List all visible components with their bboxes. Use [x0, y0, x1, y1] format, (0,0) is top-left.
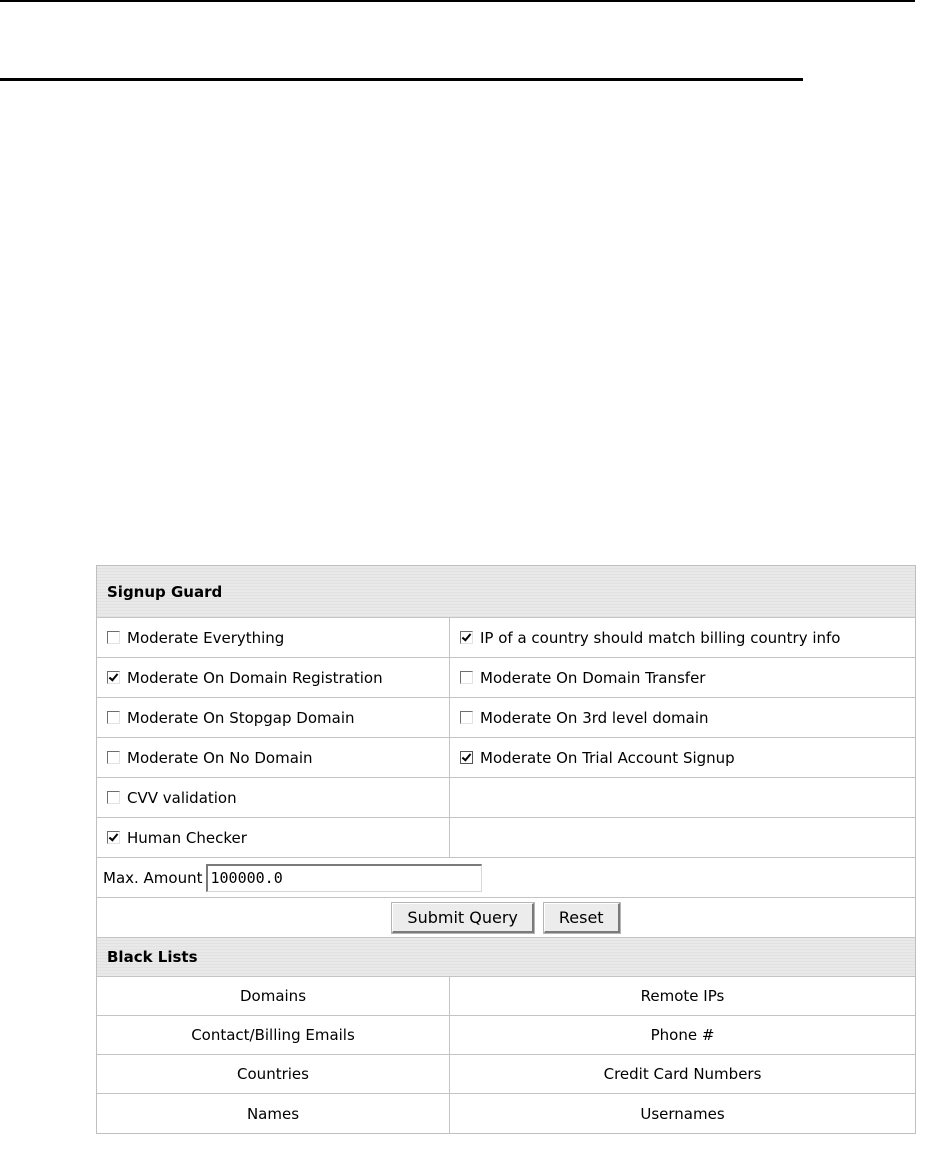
- option-human-checker[interactable]: [97, 818, 450, 857]
- option-moderate-stopgap-domain[interactable]: [97, 698, 450, 737]
- moderate-everything-label: Moderate Everything: [127, 628, 285, 647]
- black-lists-title: Black Lists: [107, 948, 198, 966]
- cvv-validation-label: CVV validation: [127, 788, 237, 807]
- moderate-3rd-level-domain-checkbox[interactable]: [460, 711, 473, 724]
- signup-guard-header: [97, 566, 915, 618]
- ip-country-match-checkbox[interactable]: [460, 631, 473, 644]
- option-moderate-domain-registration[interactable]: [97, 658, 450, 697]
- max-amount-row: [97, 858, 915, 898]
- signup-guard-panel: [96, 565, 916, 1134]
- reset-button[interactable]: Reset: [544, 903, 620, 933]
- moderate-stopgap-domain-label: Moderate On Stopgap Domain: [127, 708, 355, 727]
- cvv-validation-checkbox[interactable]: [107, 791, 120, 804]
- black-list-row: [97, 1055, 915, 1094]
- empty-cell: [450, 778, 915, 817]
- empty-cell: [450, 818, 915, 857]
- moderate-domain-transfer-checkbox[interactable]: [460, 671, 473, 684]
- form-buttons-row: [97, 898, 915, 938]
- option-ip-country-match[interactable]: [450, 618, 915, 657]
- moderate-no-domain-checkbox[interactable]: [107, 751, 120, 764]
- option-moderate-no-domain[interactable]: [97, 738, 450, 777]
- black-list-emails-link[interactable]: Contact/Billing Emails: [97, 1016, 450, 1054]
- max-amount-label: Max. Amount: [103, 868, 203, 887]
- ip-country-match-label: IP of a country should match billing country info: [480, 628, 841, 647]
- max-amount-cell: [97, 858, 915, 897]
- moderate-3rd-level-domain-label: Moderate On 3rd level domain: [480, 708, 709, 727]
- option-cvv-validation[interactable]: [97, 778, 450, 817]
- black-list-credit-cards-link[interactable]: Credit Card Numbers: [603, 1065, 762, 1083]
- option-moderate-3rd-level-domain[interactable]: [450, 698, 915, 737]
- option-moderate-trial-account[interactable]: [450, 738, 915, 777]
- max-amount-input[interactable]: [206, 864, 482, 892]
- options-row: [97, 738, 915, 778]
- option-moderate-everything[interactable]: [97, 618, 450, 657]
- human-checker-label: Human Checker: [127, 828, 247, 847]
- black-list-remote-ips-link[interactable]: Remote IPs: [640, 987, 725, 1005]
- black-list-names-link[interactable]: Names: [97, 1094, 450, 1133]
- signup-guard-title: Signup Guard: [107, 582, 223, 601]
- black-list-row: [97, 1016, 915, 1055]
- form-buttons-cell: [97, 898, 915, 937]
- header-divider: [0, 78, 803, 81]
- options-row: [97, 778, 915, 818]
- black-list-row: [97, 977, 915, 1016]
- options-row: [97, 618, 915, 658]
- moderate-trial-account-label: Moderate On Trial Account Signup: [480, 748, 735, 767]
- black-list-phone-link[interactable]: Phone #: [650, 1026, 715, 1044]
- options-row: [97, 698, 915, 738]
- option-moderate-domain-transfer[interactable]: [450, 658, 915, 697]
- human-checker-checkbox[interactable]: [107, 831, 120, 844]
- moderate-stopgap-domain-checkbox[interactable]: [107, 711, 120, 724]
- options-row: [97, 658, 915, 698]
- moderate-domain-registration-label: Moderate On Domain Registration: [127, 668, 383, 687]
- moderate-no-domain-label: Moderate On No Domain: [127, 748, 313, 767]
- black-list-usernames-link[interactable]: Usernames: [640, 1104, 725, 1123]
- black-list-row: [97, 1094, 915, 1133]
- moderate-everything-checkbox[interactable]: [107, 631, 120, 644]
- moderate-trial-account-checkbox[interactable]: [460, 751, 473, 764]
- submit-query-button[interactable]: Submit Query: [392, 903, 533, 933]
- black-lists-header: [97, 938, 915, 977]
- moderate-domain-transfer-label: Moderate On Domain Transfer: [480, 668, 706, 687]
- black-list-countries-link[interactable]: Countries: [97, 1055, 450, 1093]
- black-list-domains-link[interactable]: Domains: [97, 977, 450, 1015]
- moderate-domain-registration-checkbox[interactable]: [107, 671, 120, 684]
- options-row: [97, 818, 915, 858]
- top-divider: [0, 0, 915, 2]
